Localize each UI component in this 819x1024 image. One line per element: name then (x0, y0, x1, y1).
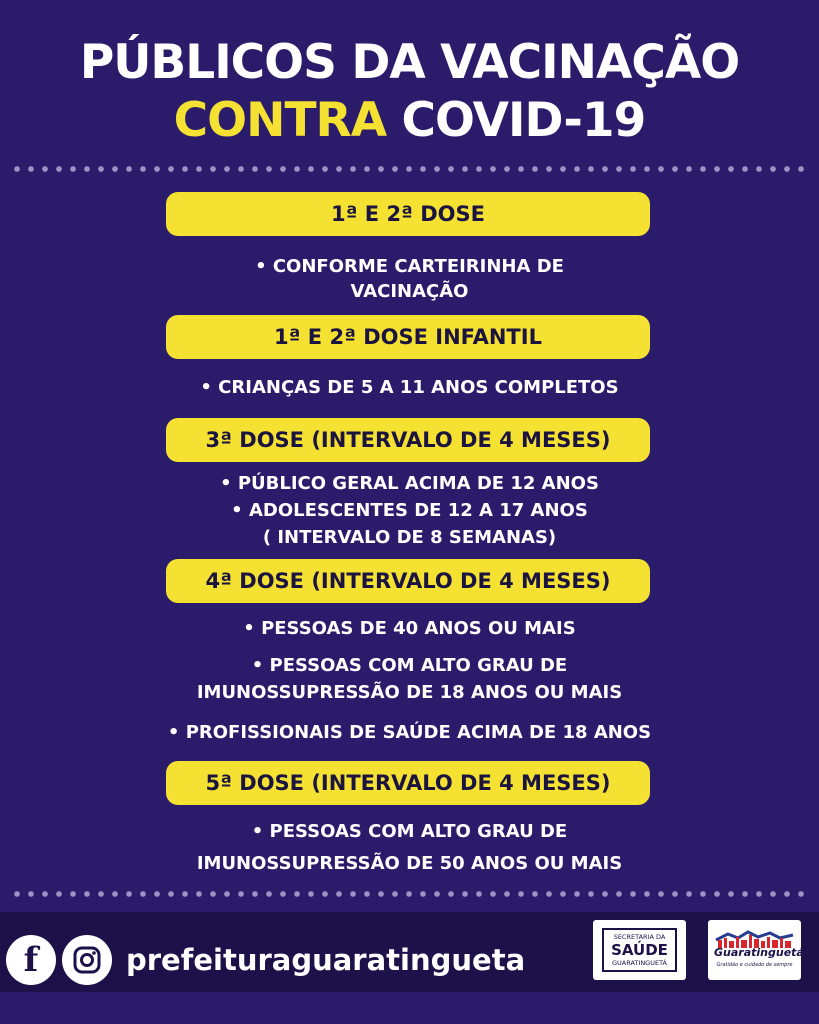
section-heading-dose-infantil: 1ª E 2ª DOSE INFANTIL (166, 315, 650, 359)
saude-logo-line-1: SECRETARIA DA (613, 933, 666, 941)
dotted-divider-bottom (10, 889, 809, 899)
saude-logo-line-2: SAÚDE (611, 941, 668, 959)
page-title (0, 34, 819, 150)
social-handle[interactable]: prefeituraguaratingueta (126, 943, 526, 977)
instagram-glyph (72, 945, 102, 975)
instagram-icon[interactable] (62, 935, 112, 985)
guaratingueta-logo (708, 920, 804, 980)
section-item: • ADOLESCENTES DE 12 A 17 ANOS (231, 500, 588, 521)
section-item: • PÚBLICO GERAL ACIMA DE 12 ANOS (220, 473, 599, 494)
section-item: IMUNOSSUPRESSÃO DE 50 ANOS OU MAIS (196, 853, 623, 874)
dotted-divider-top (10, 164, 809, 174)
saude-logo-line-3: GUARATINGUETÁ (612, 959, 667, 967)
section-heading-dose-5: 5ª DOSE (INTERVALO DE 4 MESES) (166, 761, 650, 805)
city-skyline-icon (714, 926, 795, 948)
title-line-2 (0, 92, 819, 150)
section-item: • CONFORME CARTEIRINHA DE (255, 256, 564, 277)
section-item: ( INTERVALO DE 8 SEMANAS) (262, 527, 557, 548)
section-item: • PROFISSIONAIS DE SAÚDE ACIMA DE 18 ANOS (167, 722, 652, 743)
section-heading-dose-3: 3ª DOSE (INTERVALO DE 4 MESES) (166, 418, 650, 462)
section-item: • PESSOAS DE 40 ANOS OU MAIS (243, 618, 576, 639)
title-line-1: PÚBLICOS DA VACINAÇÃO (79, 35, 740, 90)
footer-bar (0, 912, 819, 992)
title-contra: CONTRA (173, 93, 387, 148)
section-heading-dose-1-2: 1ª E 2ª DOSE (166, 192, 650, 236)
title-covid: COVID-19 (386, 93, 646, 148)
saude-logo-frame (602, 928, 677, 972)
section-item: • PESSOAS COM ALTO GRAU DE (251, 655, 568, 676)
section-item: • CRIANÇAS DE 5 A 11 ANOS COMPLETOS (200, 377, 619, 398)
secretaria-saude-logo (593, 920, 686, 980)
facebook-icon[interactable] (6, 935, 56, 985)
facebook-glyph: f (23, 940, 39, 980)
city-logo-name: Guaratinguetá (714, 946, 804, 959)
section-item: IMUNOSSUPRESSÃO DE 18 ANOS OU MAIS (196, 682, 623, 703)
section-item: • PESSOAS COM ALTO GRAU DE (251, 821, 568, 842)
section-item: VACINAÇÃO (350, 281, 469, 302)
section-heading-dose-4: 4ª DOSE (INTERVALO DE 4 MESES) (166, 559, 650, 603)
city-logo-tagline: Gratidão e cuidado de sempre (716, 962, 793, 968)
